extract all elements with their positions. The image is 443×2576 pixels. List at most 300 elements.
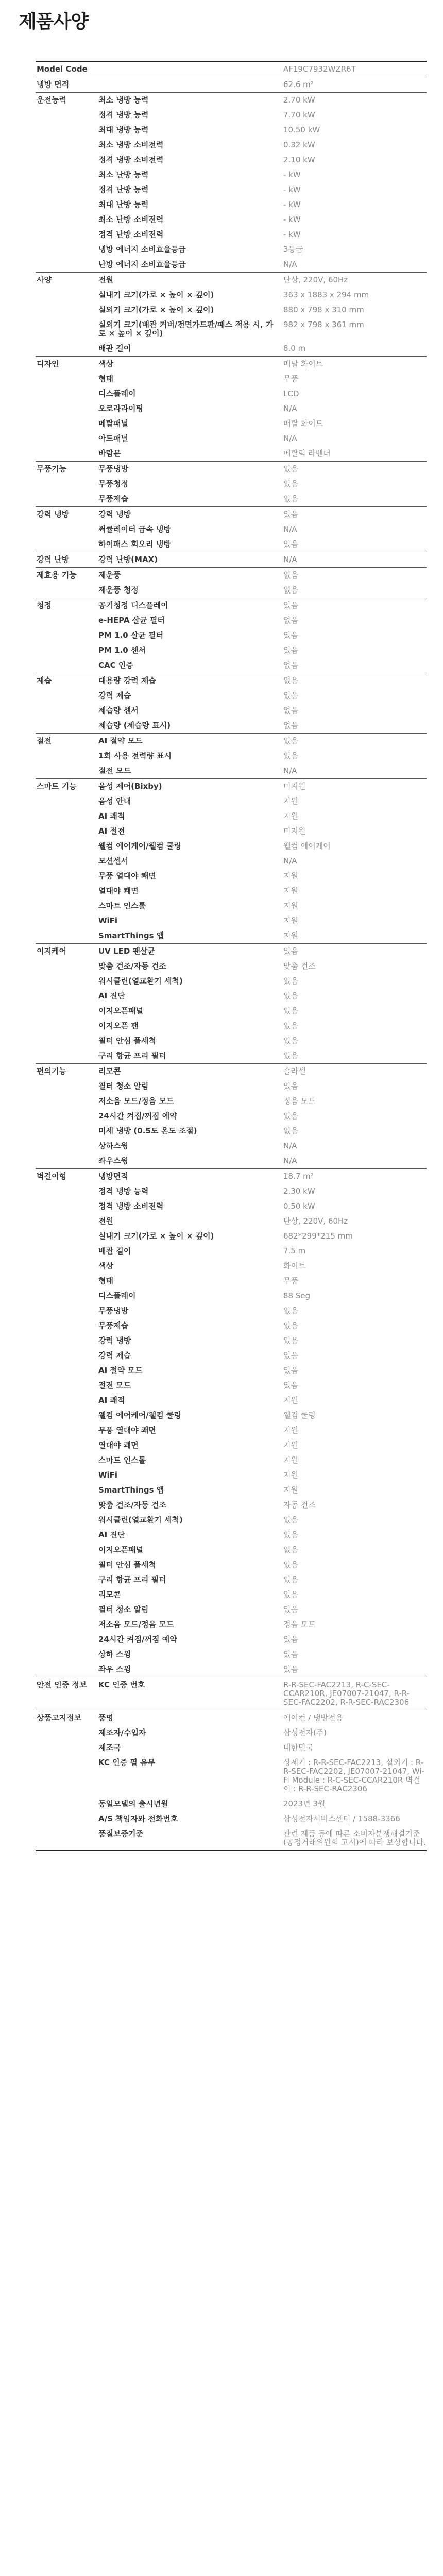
spec-row <box>36 1033 427 1048</box>
spec-item-value: 있음 <box>283 646 298 655</box>
spec-item-value: 있음 <box>283 507 427 522</box>
spec-group-label: 편의기능 <box>36 1064 98 1079</box>
spec-item-value: N/A <box>283 524 297 534</box>
spec-row <box>36 824 427 839</box>
spec-row <box>36 613 427 628</box>
spec-item-value: AF19C7932WZR6T <box>283 61 427 77</box>
spec-item-value: 미지원 <box>283 826 306 836</box>
spec-row <box>36 242 427 257</box>
spec-row <box>36 703 427 718</box>
spec-group-label <box>36 1019 98 1033</box>
spec-item-value: 7.70 kW <box>283 110 315 120</box>
spec-row <box>36 273 427 288</box>
spec-item-label: 워시클린(열교환기 세척) <box>98 976 183 986</box>
spec-group-label <box>36 1423 98 1438</box>
spec-item-value: 있음 <box>283 1111 298 1121</box>
spec-group-label: 디자인 <box>36 357 98 372</box>
spec-item-label: 실내기 크기(가로 × 높이 × 깊이) <box>98 290 214 299</box>
spec-item-label: 정격 난방 소비전력 <box>98 230 164 239</box>
spec-row <box>36 492 427 507</box>
spec-item-value: 있음 <box>283 976 298 986</box>
spec-item-value: 있음 <box>283 631 298 640</box>
spec-row <box>36 794 427 809</box>
spec-group-label <box>36 613 98 628</box>
spec-group-label: 상품고지정보 <box>36 1710 98 1726</box>
spec-item-value: 화이트 <box>283 1261 306 1270</box>
spec-item-label: 디스플레이 <box>98 1291 136 1300</box>
spec-item-label: 형태 <box>98 374 113 383</box>
spec-item-value: - kW <box>283 200 301 209</box>
spec-item-label: AI 진단 <box>98 1530 125 1539</box>
spec-row <box>36 431 427 446</box>
spec-item-value: 있음 <box>283 1530 298 1539</box>
spec-group-label <box>36 492 98 507</box>
spec-row <box>36 227 427 242</box>
spec-row <box>36 1677 427 1710</box>
spec-item-label: 써큘레이터 급속 냉방 <box>98 524 171 534</box>
spec-group-label: 강력 난방 <box>36 552 98 568</box>
spec-group-label <box>36 431 98 446</box>
spec-row <box>36 1124 427 1139</box>
spec-item-label: 제습량 (제습량 표시) <box>98 721 171 730</box>
spec-group-label: 스마트 기능 <box>36 779 98 794</box>
spec-row <box>36 1004 427 1019</box>
spec-group-label <box>36 1797 98 1811</box>
spec-group-label <box>36 1244 98 1259</box>
spec-item-label: PM 1.0 살균 필터 <box>98 631 164 640</box>
spec-group-label: 제효용 기능 <box>36 568 98 583</box>
spec-row <box>36 371 427 386</box>
spec-row <box>36 688 427 703</box>
spec-row <box>36 718 427 734</box>
spec-item-label: 저소음 모드/정음 모드 <box>98 1620 174 1629</box>
spec-item-value: 8.0 m <box>283 344 306 353</box>
spec-group-label <box>36 1079 98 1094</box>
spec-row <box>36 257 427 273</box>
spec-row <box>36 341 427 357</box>
spec-group-label <box>36 416 98 431</box>
spec-item-value: 있음 <box>283 1036 298 1045</box>
spec-item-label: 색상 <box>98 1261 113 1270</box>
spec-group-label <box>36 628 98 643</box>
spec-group-label <box>36 1004 98 1019</box>
spec-row <box>36 1064 427 1079</box>
spec-group-label <box>36 1289 98 1303</box>
spec-item-value: 지원 <box>283 1440 298 1450</box>
spec-item-label: 최대 난방 능력 <box>98 200 149 209</box>
spec-group-label <box>36 1333 98 1348</box>
spec-item-value: 있음 <box>283 598 427 614</box>
spec-item-value: 있음 <box>283 944 427 959</box>
spec-row <box>36 1079 427 1094</box>
spec-item-value: 정음 모드 <box>283 1096 316 1106</box>
spec-item-label: 배관 길이 <box>98 1246 131 1256</box>
spec-group-label <box>36 1557 98 1572</box>
spec-table <box>36 61 427 1851</box>
spec-item-label: 오로라라이팅 <box>98 404 143 413</box>
spec-item-value: 지원 <box>283 886 298 895</box>
spec-row <box>36 507 427 522</box>
spec-item-value: R-R-SEC-FAC2213, R-C-SEC-CCAR210R, JE07007-21047, R-R-SEC-FAC2202, R-R-SEC-RAC2306 <box>283 1677 427 1710</box>
spec-item-label: 강력 냉방 <box>98 507 283 522</box>
spec-item-value: 없음 <box>283 721 298 730</box>
spec-row <box>36 1289 427 1303</box>
spec-group-label <box>36 446 98 462</box>
spec-item-label: 전원 <box>98 1216 113 1226</box>
spec-item-label: AI 진단 <box>98 991 125 1001</box>
spec-group-label <box>36 1498 98 1513</box>
spec-item-value: 있음 <box>283 1081 298 1091</box>
spec-row <box>36 1363 427 1378</box>
spec-group-label <box>36 1602 98 1617</box>
spec-item-value: 있음 <box>283 1336 298 1345</box>
spec-item-value: 있음 <box>283 991 298 1001</box>
spec-group-label <box>36 1274 98 1289</box>
spec-item-value: 지원 <box>283 1485 298 1495</box>
spec-item-label: 상하 스윙 <box>98 1650 131 1659</box>
spec-item-label: 제습량 센서 <box>98 706 139 715</box>
spec-item-value: 맞춤 건조 <box>283 961 316 971</box>
spec-group-label: 제습 <box>36 673 98 689</box>
spec-item-value: 메탈릭 라벤더 <box>283 449 331 458</box>
spec-item-value: - kW <box>283 215 301 224</box>
spec-item-label: 냉방면적 <box>98 1169 283 1184</box>
spec-item-label: 무풍 열대야 쾌면 <box>98 1426 156 1435</box>
spec-item-label: 강력 난방(MAX) <box>98 552 283 568</box>
spec-group-label <box>36 108 98 123</box>
spec-row <box>36 1632 427 1647</box>
spec-item-label: AI 쾌적 <box>98 811 125 821</box>
spec-group-label <box>36 913 98 928</box>
spec-item-label: 정격 냉방 능력 <box>98 1187 149 1196</box>
spec-row <box>36 1393 427 1408</box>
spec-group-label <box>36 386 98 401</box>
spec-group-label <box>36 718 98 734</box>
spec-item-label: AI 절약 모드 <box>98 1366 143 1375</box>
spec-row <box>36 1468 427 1483</box>
spec-row <box>36 1572 427 1587</box>
spec-item-label: 이지오픈 팬 <box>98 1021 139 1030</box>
spec-item-value: 있음 <box>283 1575 298 1584</box>
spec-row <box>36 462 427 477</box>
spec-item-value: 웰컴 에어케어 <box>283 841 331 851</box>
spec-group-label <box>36 869 98 884</box>
spec-row <box>36 1318 427 1333</box>
spec-group-label <box>36 1259 98 1274</box>
spec-group-label <box>36 1408 98 1423</box>
spec-item-label: 구리 항균 프리 필터 <box>98 1051 166 1060</box>
spec-item-value: N/A <box>283 552 427 568</box>
spec-group-label <box>36 839 98 854</box>
spec-item-value: 상세기 : R-R-SEC-FAC2213, 실외기 : R-R-SEC-FAC2202, JE07007-21047, Wi-Fi Module : R-C-SEC-CCAR210R 벽걸이 : R-R-SEC-RAC2306 <box>283 1758 424 1793</box>
spec-item-label: AI 절전 <box>98 826 125 836</box>
spec-group-label <box>36 537 98 552</box>
spec-item-value: 62.6 m² <box>283 77 427 93</box>
spec-row <box>36 1797 427 1811</box>
spec-item-label: 맞춤 건조/자동 건조 <box>98 1500 166 1510</box>
spec-item-label: 강력 제습 <box>98 691 131 700</box>
spec-item-label: 공기청정 디스플레이 <box>98 598 283 614</box>
spec-item-value: 정음 모드 <box>283 1620 316 1629</box>
spec-item-value: 있음 <box>283 1366 298 1375</box>
spec-row <box>36 628 427 643</box>
spec-group-label <box>36 1662 98 1677</box>
spec-item-value: 있음 <box>283 494 298 503</box>
spec-item-value: 88 Seg <box>283 1291 311 1300</box>
spec-item-value: 있음 <box>283 734 427 749</box>
spec-group-label <box>36 1094 98 1109</box>
spec-group-label: 무풍기능 <box>36 462 98 477</box>
spec-group-label <box>36 794 98 809</box>
spec-item-label: 배관 길이 <box>98 344 131 353</box>
spec-item-label: 제운풍 청정 <box>98 585 139 595</box>
spec-group-label <box>36 1755 98 1797</box>
spec-item-label: 제운풍 <box>98 568 283 583</box>
spec-group-label <box>36 1199 98 1214</box>
spec-group-label <box>36 824 98 839</box>
spec-row <box>36 1647 427 1662</box>
spec-item-value: 있음 <box>283 1635 298 1644</box>
spec-group-label <box>36 167 98 182</box>
spec-group-label: 강력 냉방 <box>36 507 98 522</box>
spec-item-value: 있음 <box>283 1605 298 1614</box>
spec-group-label <box>36 287 98 302</box>
spec-item-label: 구리 항균 프리 필터 <box>98 1575 166 1584</box>
spec-group-label <box>36 212 98 227</box>
spec-group-label <box>36 1513 98 1528</box>
spec-item-label: 제조국 <box>98 1743 121 1752</box>
spec-group-label: 절전 <box>36 734 98 749</box>
spec-item-label: 색상 <box>98 357 283 372</box>
spec-group-label: 이지케어 <box>36 944 98 959</box>
spec-item-value: 매탈 화이트 <box>283 357 427 372</box>
spec-item-label: KC 인증 필 유무 <box>98 1758 156 1767</box>
spec-row <box>36 1453 427 1468</box>
spec-group-label <box>36 152 98 167</box>
spec-item-label: 1회 사용 전력량 표시 <box>98 751 172 760</box>
spec-group-label <box>36 959 98 974</box>
spec-group-label: Model Code <box>36 61 98 77</box>
spec-item-value: 880 x 798 x 310 mm <box>283 305 364 314</box>
spec-item-value: 3등급 <box>283 245 303 254</box>
spec-row <box>36 764 427 779</box>
spec-item-value: 무풍 <box>283 1276 298 1285</box>
spec-item-value: 0.32 kW <box>283 140 315 149</box>
spec-item-value: N/A <box>283 260 297 269</box>
spec-row <box>36 1740 427 1755</box>
spec-item-value: 매탈 화이트 <box>283 419 323 428</box>
spec-row <box>36 287 427 302</box>
spec-group-label <box>36 477 98 492</box>
spec-group-label <box>36 401 98 416</box>
spec-row <box>36 854 427 869</box>
spec-group-label <box>36 1438 98 1453</box>
spec-item-value: 없음 <box>283 660 298 670</box>
spec-row <box>36 869 427 884</box>
spec-item-label: 동일모델의 출시년월 <box>98 1799 168 1808</box>
spec-group-label <box>36 317 98 341</box>
spec-group-label <box>36 138 98 152</box>
spec-group-label <box>36 123 98 138</box>
spec-row <box>36 779 427 794</box>
spec-item-label: 미세 냉방 (0.5도 온도 조절) <box>98 1126 197 1136</box>
spec-item-label: 24시간 켜짐/꺼짐 예약 <box>98 1111 177 1121</box>
spec-item-value: 있음 <box>283 691 298 700</box>
spec-item-value: 있음 <box>283 1321 298 1330</box>
spec-item-value: 미지원 <box>283 779 427 794</box>
spec-item-label: 좌우스윙 <box>98 1156 128 1165</box>
spec-item-label: 열대야 쾌면 <box>98 886 139 895</box>
spec-group-label <box>36 1453 98 1468</box>
spec-group-label <box>36 749 98 764</box>
spec-row <box>36 317 427 341</box>
spec-item-label: 최소 난방 소비전력 <box>98 215 164 224</box>
spec-row <box>36 1259 427 1274</box>
spec-row <box>36 1408 427 1423</box>
spec-item-label: 절전 모드 <box>98 1381 131 1390</box>
spec-row <box>36 446 427 462</box>
spec-item-value: 있음 <box>283 1665 298 1674</box>
spec-item-value: 있음 <box>283 1650 298 1659</box>
spec-item-value: N/A <box>283 404 297 413</box>
spec-item-value: 지원 <box>283 1396 298 1405</box>
spec-item-label: 이지오픈패널 <box>98 1545 143 1554</box>
spec-row <box>36 537 427 552</box>
spec-group-label <box>36 1393 98 1408</box>
spec-item-label: 품질보증기준 <box>98 1826 283 1851</box>
spec-item-value: N/A <box>283 766 297 775</box>
spec-item-value: 삼성전자(주) <box>283 1728 327 1737</box>
spec-item-label: 리모콘 <box>98 1590 121 1599</box>
spec-item-label: 무풍 열대야 쾌면 <box>98 871 156 880</box>
spec-group-label <box>36 688 98 703</box>
spec-row <box>36 928 427 944</box>
spec-row <box>36 1274 427 1289</box>
spec-table-body <box>36 61 427 1851</box>
spec-row <box>36 522 427 537</box>
spec-item-value: 2.10 kW <box>283 155 315 164</box>
spec-item-label: 최소 냉방 능력 <box>98 93 283 108</box>
spec-row <box>36 1602 427 1617</box>
spec-row <box>36 1229 427 1244</box>
spec-item-value: 18.7 m² <box>283 1169 427 1184</box>
spec-row <box>36 182 427 197</box>
spec-item-value: 지원 <box>283 871 298 880</box>
spec-item-value: - kW <box>283 170 301 179</box>
spec-row <box>36 1755 427 1797</box>
spec-row <box>36 1214 427 1229</box>
spec-row <box>36 1109 427 1124</box>
spec-row <box>36 944 427 959</box>
spec-group-label <box>36 1483 98 1498</box>
spec-group-label <box>36 1468 98 1483</box>
spec-item-label: 최소 난방 능력 <box>98 170 149 179</box>
spec-group-label <box>36 1318 98 1333</box>
spec-group-label <box>36 257 98 273</box>
spec-group-label <box>36 974 98 989</box>
spec-group-label: 청정 <box>36 598 98 614</box>
spec-group-label <box>36 1229 98 1244</box>
spec-row <box>36 989 427 1004</box>
spec-group-label <box>36 1348 98 1363</box>
spec-group-label <box>36 643 98 658</box>
spec-item-value: 있음 <box>283 1306 298 1315</box>
spec-row <box>36 1513 427 1528</box>
spec-row <box>36 1725 427 1740</box>
spec-item-value: 있음 <box>283 1051 298 1060</box>
spec-item-value: 솔라셀 <box>283 1064 427 1079</box>
spec-group-label <box>36 1632 98 1647</box>
spec-row <box>36 401 427 416</box>
spec-item-label: 절전 모드 <box>98 766 131 775</box>
spec-group-label <box>36 1363 98 1378</box>
spec-row <box>36 416 427 431</box>
spec-row <box>36 386 427 401</box>
spec-item-value: 있음 <box>283 1351 298 1360</box>
spec-item-value: 지원 <box>283 916 298 925</box>
spec-group-label <box>36 1811 98 1826</box>
spec-item-label: PM 1.0 센서 <box>98 646 146 655</box>
spec-row <box>36 1139 427 1154</box>
spec-item-value: 682*299*215 mm <box>283 1231 353 1241</box>
spec-row <box>36 197 427 212</box>
spec-group-label <box>36 809 98 824</box>
spec-row <box>36 974 427 989</box>
spec-row <box>36 568 427 583</box>
spec-group-label <box>36 1214 98 1229</box>
spec-row <box>36 123 427 138</box>
spec-item-label <box>98 61 283 77</box>
spec-item-label: CAC 인증 <box>98 660 133 670</box>
spec-item-label: SmartThings 앱 <box>98 931 164 940</box>
spec-group-label <box>36 1725 98 1740</box>
spec-group-label <box>36 1109 98 1124</box>
spec-item-label: 필터 청소 알림 <box>98 1081 149 1091</box>
spec-item-label: 웰컴 에어케어/웰컴 쿨링 <box>98 1411 181 1420</box>
spec-row <box>36 1094 427 1109</box>
spec-group-label <box>36 1378 98 1393</box>
spec-item-label: 아트패널 <box>98 434 128 443</box>
spec-item-label: e-HEPA 살균 필터 <box>98 616 165 625</box>
spec-item-label: 정격 냉방 소비전력 <box>98 1201 164 1211</box>
spec-item-value: 지원 <box>283 931 298 940</box>
spec-item-label: 좌우 스윙 <box>98 1665 131 1674</box>
spec-item-label: A/S 책임자와 전화번호 <box>98 1814 178 1823</box>
spec-row <box>36 1498 427 1513</box>
spec-item-label: 웰컴 에어케어/웰컴 쿨링 <box>98 841 181 851</box>
spec-item-value: N/A <box>283 1141 297 1150</box>
spec-row <box>36 1617 427 1632</box>
spec-item-label: 냉방 에너지 소비효율등급 <box>98 245 186 254</box>
spec-group-label <box>36 583 98 598</box>
spec-item-value: 있음 <box>283 1515 298 1524</box>
spec-item-label: 바람문 <box>98 449 121 458</box>
spec-row <box>36 899 427 913</box>
spec-group-label <box>36 371 98 386</box>
spec-item-value: 지원 <box>283 796 298 806</box>
spec-item-value: 없음 <box>283 1545 298 1554</box>
spec-item-label: 하이패스 회오리 냉방 <box>98 539 171 549</box>
spec-item-label: 24시간 켜짐/꺼짐 예약 <box>98 1635 177 1644</box>
spec-item-label: 실내기 크기(가로 × 높이 × 깊이) <box>98 1231 214 1241</box>
spec-row <box>36 1710 427 1726</box>
spec-item-value: 지원 <box>283 1470 298 1480</box>
spec-item-value: 없음 <box>283 568 427 583</box>
spec-item-label: WiFi <box>98 916 118 925</box>
spec-row <box>36 1826 427 1851</box>
spec-row <box>36 302 427 317</box>
spec-item-label: 음성 제어(Bixby) <box>98 779 283 794</box>
